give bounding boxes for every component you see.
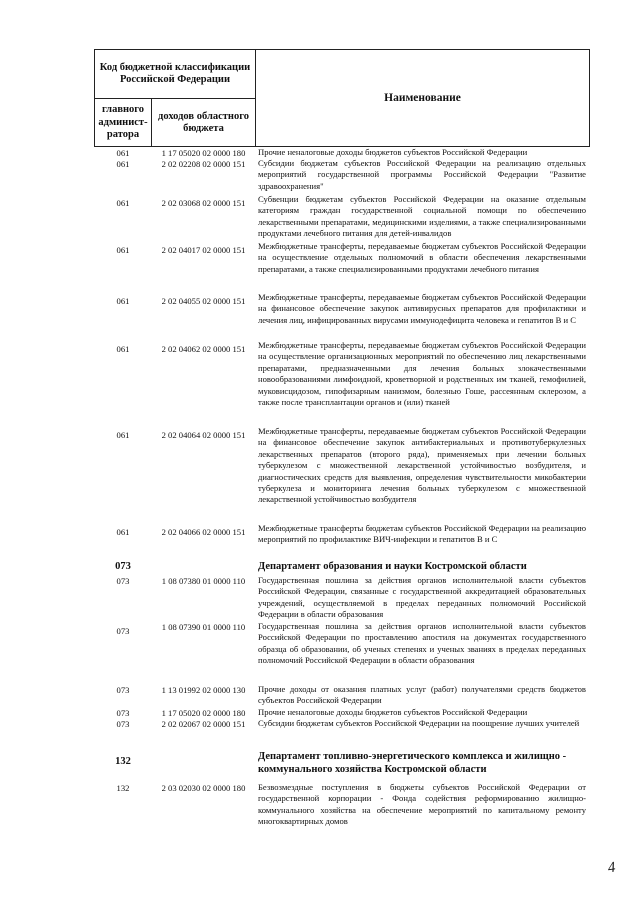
row-revenue-code: 2 02 04064 02 0000 151 [161,430,246,440]
section-admin-code: 132 [115,756,131,767]
row-revenue-code: 2 02 02067 02 0000 151 [161,719,246,729]
row-admin-code: 073 [116,626,130,636]
row-name: Субсидии бюджетам субъектов Российской Федерации на поощрение лучших учителей [258,718,580,728]
row-name: Субвенции бюджетам субъектов Российской Федерации на оказание отдельным категориям граждан государственной социальной помощи по обеспечению лекарственными препаратами, медицинскими изделиями, а также специализированными продуктами лечебного питания для детей-инвалидов [258,194,586,239]
page-number: 4 [606,859,617,877]
row-name: Прочие неналоговые доходы бюджетов субъектов Российской Федерации [258,707,528,717]
row-admin-code: 061 [116,344,130,354]
row-admin-code: 061 [116,198,130,208]
row-revenue-code: 1 13 01992 02 0000 130 [161,685,246,695]
row-revenue-code: 1 17 05020 02 0000 180 [161,148,246,158]
row-revenue-code: 1 08 07390 01 0000 110 [161,622,246,632]
row-admin-code: 132 [116,783,130,793]
row-admin-code: 061 [116,148,130,158]
row-revenue-code: 2 03 02030 02 0000 180 [161,783,246,793]
section-admin-code: 073 [115,561,131,572]
row-revenue-code: 2 02 03068 02 0000 151 [161,198,246,208]
row-name: Безвозмездные поступления в бюджеты субъектов Российской Федерации от государственной корпорации - Фонда содействия реформированию жилищно-коммунального хозяйства на обеспечение мероприятий по капитальному ремонту многоквартирных домов [258,782,586,827]
header-col-name: Наименование [384,91,461,104]
row-revenue-code: 2 02 04017 02 0000 151 [161,245,246,255]
row-admin-code: 061 [116,159,130,169]
row-admin-code: 073 [116,576,130,586]
header-col-admin: главного админист- ратора [98,104,148,141]
section-title: Департамент топливно-энергетического комплекса и жилищно - коммунального хозяйства Костромской области [258,751,567,775]
row-revenue-code: 2 02 04055 02 0000 151 [161,296,246,306]
row-name: Субсидии бюджетам субъектов Российской Федерации на реализацию отдельных мероприятий государственной программы Российской Федерации "Развитие здравоохранения" [258,158,586,191]
row-revenue-code: 1 17 05020 02 0000 180 [161,708,246,718]
row-revenue-code: 2 02 04062 02 0000 151 [161,344,246,354]
row-name: Межбюджетные трансферты, передаваемые бюджетам субъектов Российской Федерации на осуществление отдельных полномочий в области обеспечения лекарственными препаратами, а также специализированными продуктами лечебного питания [258,241,586,274]
row-admin-code: 061 [116,430,130,440]
row-name: Государственная пошлина за действия органов исполнительной власти субъектов Российской Федерации по проставлению апостиля на документах государственного образца об образовании, об ученых степенях и ученых званиях в пределах переданных полномочий Российской Федерации в области образования [258,621,586,666]
row-admin-code: 073 [116,685,130,695]
row-name: Межбюджетные трансферты, передаваемые бюджетам субъектов Российской Федерации на осуществление организационных мероприятий по обеспечению лиц лекарственными препаратами, предназначенными для лечения больных злокачественными новообразованиями лимфоидной, кроветворной и родственных им тканей, гемофилией, муковисцидозом, гипофизарным нанизмом, болезнью Гоше, рассеянным склерозом, а также после трансплантации органов и (или) тканей [258,340,586,408]
row-revenue-code: 1 08 07380 01 0000 110 [161,576,246,586]
row-name: Прочие неналоговые доходы бюджетов субъектов Российской Федерации [258,147,528,157]
row-revenue-code: 2 02 02208 02 0000 151 [161,159,246,169]
row-name: Государственная пошлина за действия органов исполнительной власти субъектов Российской Федерации, связанные с государственной аккредитацией образовательных учреждений, осуществляемой в пределах переданных полномочий Российской Федерации в области образования [258,575,586,620]
row-name: Межбюджетные трансферты, передаваемые бюджетам субъектов Российской Федерации на финансовое обеспечение закупок антибактериальных и противотуберкулезных лекарственных препаратов (второго ряда), применяемых при лечении больных туберкулезом с множественной лекарственной устойчивостью возбудителя, и диагностических средств для выявления, определения чувствительности микобактерии туберкулеза и мониторинга лечения больных туберкулезом с множественной лекарственной устойчивостью возбудителя [258,426,586,505]
row-revenue-code: 2 02 04066 02 0000 151 [161,527,246,537]
row-name: Межбюджетные трансферты, передаваемые бюджетам субъектов Российской Федерации на финансовое обеспечение закупок антивирусных препаратов для профилактики и лечения лиц, инфицированных вирусами иммунодефицита человека и гепатитов B и C [258,292,586,325]
row-admin-code: 061 [116,296,130,306]
header-group-title: Код бюджетной классификации Российской Федерации [99,61,251,85]
row-admin-code: 073 [116,708,130,718]
header-col-revenue: доходов областного бюджета [158,110,249,134]
section-title: Департамент образования и науки Костромской области [258,561,527,572]
row-admin-code: 073 [116,719,130,729]
row-admin-code: 061 [116,527,130,537]
row-admin-code: 061 [116,245,130,255]
row-name: Прочие доходы от оказания платных услуг (работ) получателями средств бюджетов субъектов Российской Федерации [258,684,586,706]
row-name: Межбюджетные трансферты бюджетам субъектов Российской Федерации на реализацию мероприятий по профилактике ВИЧ-инфекции и гепатитов B и C [258,523,586,545]
